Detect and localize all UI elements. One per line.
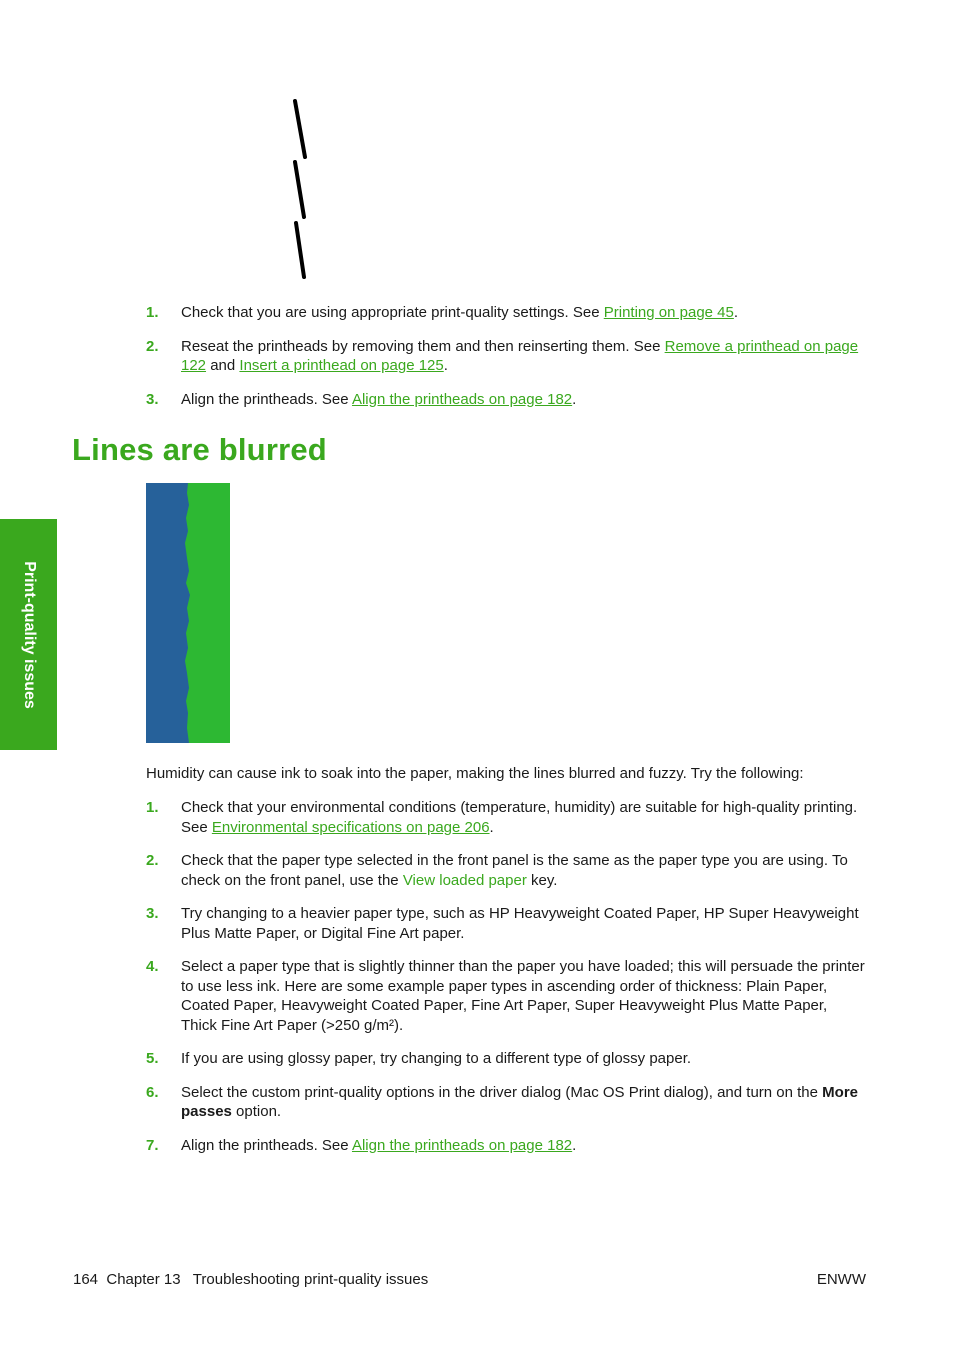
list-item: 3. Align the printheads. See Align the printheads on page 182. xyxy=(146,390,577,408)
list-item: 5. If you are using glossy paper, try changing to a different type of glossy paper. xyxy=(146,1050,692,1067)
list-number: 3. xyxy=(146,905,159,922)
more-passes-option: More passes xyxy=(181,1083,859,1120)
link-align-printheads[interactable]: Align the printheads on page 182 xyxy=(351,1136,573,1154)
side-chapter-tab xyxy=(0,519,57,750)
list-item: 6. Select the custom print-quality options in the driver dialog (Mac OS Print dialog), and turn on the More passes option. xyxy=(146,1083,859,1120)
list-number: 6. xyxy=(146,1083,159,1101)
line-segment-3 xyxy=(296,223,304,277)
list-item: 7. Align the printheads. See Align the printheads on page 182. xyxy=(146,1136,577,1154)
list-number: 5. xyxy=(146,1050,159,1067)
list-item: 2. Reseat the printheads by removing them and then reinserting them. See Remove a printhead on page 122 and Insert a printhead on page 125. xyxy=(146,337,859,374)
misaligned-lines-illustration xyxy=(280,95,320,285)
alignment-steps-list xyxy=(146,303,866,409)
list-item: 4. Select a paper type that is slightly thinner than the paper you have loaded; this will persuade the printer to use less ink. Here are some example paper types in ascending order of thickness: Plain Paper, Coated Paper, Heavyweight Coated Paper, Fine Art Paper, Super Heavyweight Plus Matte Paper, Thick Fine Art Paper (>250 g/m²). xyxy=(146,958,865,1034)
list-item: 1. Check that you are using appropriate print-quality settings. See Printing on page 45. xyxy=(146,304,739,321)
line-segment-1 xyxy=(295,101,305,157)
list-number: 2. xyxy=(146,337,159,355)
view-loaded-paper-key: View loaded paper xyxy=(402,871,527,889)
link-align-printheads[interactable]: Align the printheads on page 182 xyxy=(351,390,573,408)
intro-paragraph: Humidity can cause ink to soak into the paper, making the lines blurred and fuzzy. Try the following: xyxy=(146,765,804,782)
link-environmental-specs[interactable]: Environmental specifications on page 206 xyxy=(211,818,490,836)
list-number: 2. xyxy=(146,852,159,869)
list-item: 2. Check that the paper type selected in the front panel is the same as the paper type you are using. To check on the front panel, use the View loaded paper key. xyxy=(146,852,848,889)
list-number: 3. xyxy=(146,390,159,408)
link-insert-printhead[interactable]: Insert a printhead on page 125 xyxy=(239,357,444,374)
list-item: 3. Try changing to a heavier paper type, such as HP Heavyweight Coated Paper, HP Super Heavyweight Plus Matte Paper, or Digital Fine Art paper. xyxy=(146,905,859,942)
line-segment-2 xyxy=(295,162,304,217)
list-number: 1. xyxy=(146,304,159,321)
list-number: 4. xyxy=(146,958,159,975)
link-remove-printhead[interactable]: Remove a printhead on page 122 xyxy=(181,337,859,374)
link-printing[interactable]: Printing on page 45 xyxy=(603,304,734,321)
list-item: 1. Check that your environmental conditions (temperature, humidity) are suitable for high-quality printing. See Environmental specifications on page 206. xyxy=(146,799,858,836)
blue-area xyxy=(146,483,190,743)
blur-fix-steps-list xyxy=(146,798,866,1155)
list-number: 7. xyxy=(146,1136,159,1154)
footer-edition: ENWW xyxy=(816,1271,866,1288)
section-title: Lines are blurred xyxy=(72,432,327,467)
list-number: 1. xyxy=(146,799,159,816)
blurred-lines-illustration xyxy=(146,483,230,743)
footer-page-info: 164 Chapter 13 Troubleshooting print-quality issues xyxy=(73,1271,429,1288)
side-tab-label: Print-quality issues xyxy=(20,560,38,709)
